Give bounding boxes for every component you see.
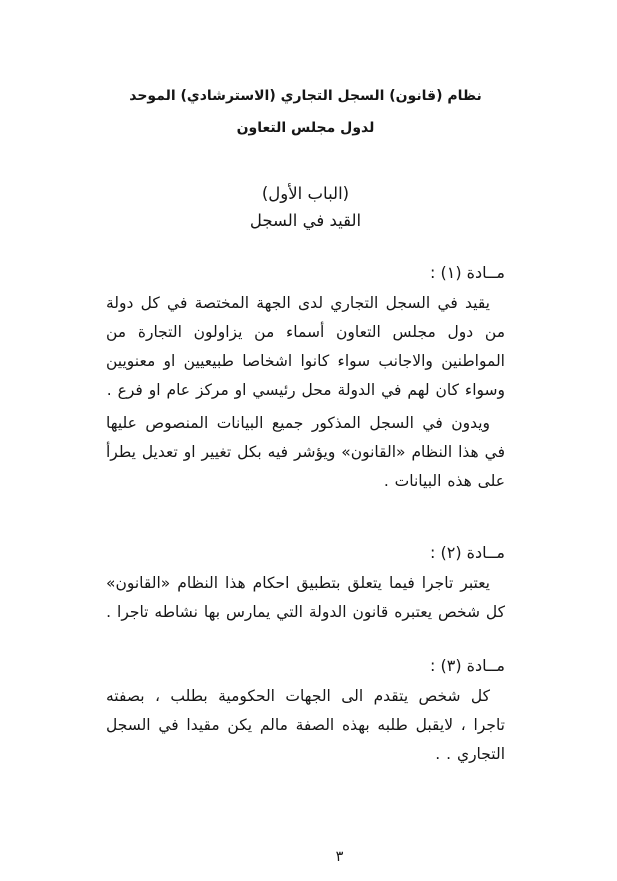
chapter-heading: (الباب الأول) [261, 184, 350, 203]
chapter-block [106, 180, 505, 234]
article-1-paragraph-2: ويدون في السجل المذكور جميع البيانات المنصوص عليها في هذا النظام «القانون» ويؤشر فيه بكل تغيير او تعديل يطرأ على هذه البيانات . [106, 414, 505, 490]
article-1-heading: مــادة (١) : [430, 263, 505, 282]
article-3 [106, 653, 505, 769]
article-3-paragraph-1: كل شخص يتقدم الى الجهات الحكومية بطلب ، بصفته تاجرا ، لايقبل طلبه بهذه الصفة مالم يكن مقيدا في السجل التجاري . . [106, 687, 505, 763]
document-title-line1: نظام (قانون) السجل التجاري (الاسترشادي) الموحد [129, 88, 482, 104]
page-number: ٣ [335, 849, 344, 865]
document-title [106, 80, 505, 144]
article-2 [106, 540, 505, 627]
article-1 [106, 260, 505, 496]
article-1-paragraph-1: يقيد في السجل التجاري لدى الجهة المختصة في كل دولة من دول مجلس التعاون أسماء من يزاولون التجارة من المواطنين والاجانب سواء كانوا اشخاصا طبيعيين او معنويين وسواء كان لهم في الدولة محل رئيسي او مركز عام او فرع . [106, 294, 505, 399]
article-2-heading: مــادة (٢) : [430, 543, 505, 562]
article-2-paragraph-1: يعتبر تاجرا فيما يتعلق بتطبيق احكام هذا النظام «القانون» كل شخص يعتبره قانون الدولة التي يمارس بها نشاطه تاجرا . [106, 574, 505, 621]
article-3-heading: مــادة (٣) : [430, 656, 505, 675]
section-heading: القيد في السجل [249, 211, 362, 230]
document-title-line2: لدول مجلس التعاون [236, 120, 375, 136]
